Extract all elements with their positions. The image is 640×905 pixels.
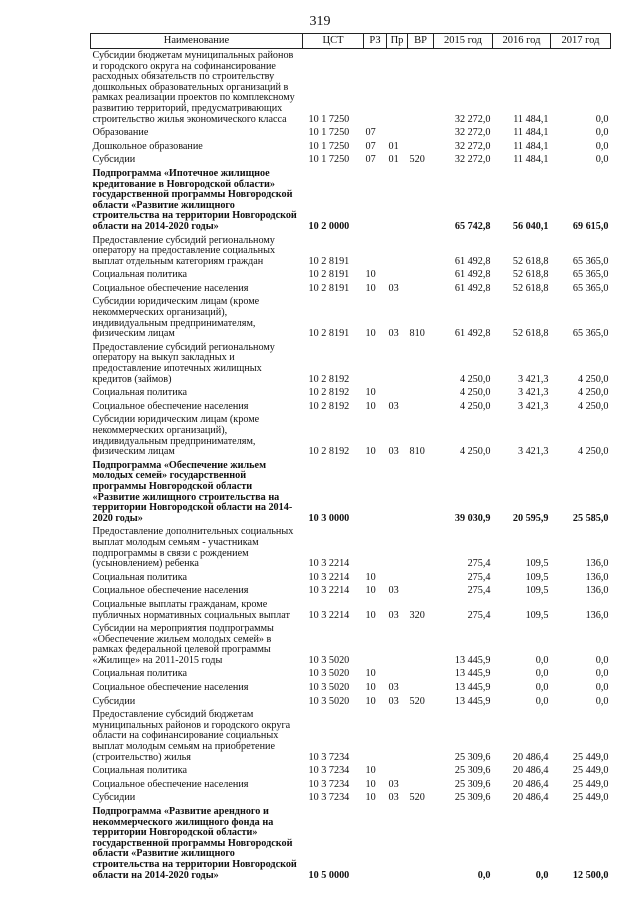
cell-cst: 10 1 7250 (308, 113, 350, 125)
table-row (91, 167, 611, 234)
cell-2016: 52 618,8 (512, 328, 549, 340)
cell-2015: 275,4 (467, 571, 491, 583)
cell-rz: 10 (365, 400, 376, 412)
cell-2016: 109,5 (525, 609, 549, 621)
cell-2016: 0,0 (535, 654, 549, 666)
cell-pr (387, 341, 408, 386)
cell-2015: 275,4 (467, 558, 491, 570)
cell-cst: 10 3 2214 (308, 571, 350, 583)
cell-rz: 10 (365, 282, 376, 294)
cell-2015: 32 272,0 (454, 113, 491, 125)
cell-2017: 0,0 (595, 682, 609, 694)
cell-pr: 03 (388, 682, 399, 694)
cell-name: Предоставление субсидий бюджетам муниципальных районов и городского округа области на софинансирование социальных выплат молодым семьям на приобретение (строительство) жилья (92, 709, 291, 763)
cell-2017: 25 449,0 (572, 751, 609, 763)
cell-pr: 03 (388, 778, 399, 790)
header-rz: РЗ (364, 34, 387, 49)
table-row (91, 400, 611, 414)
header-2016: 2016 год (493, 34, 551, 49)
cell-name: Социальное обеспечение населения (92, 282, 249, 294)
cell-pr (387, 386, 408, 400)
cell-2017: 0,0 (595, 154, 609, 166)
cell-rz: 10 (365, 609, 376, 621)
cell-vr (408, 778, 434, 792)
table-row (91, 805, 611, 882)
cell-rz (364, 49, 387, 127)
table-row (91, 126, 611, 140)
cell-name: Субсидии на мероприятия подпрограммы «Обеспечение жильем молодых семей» в рамках федеральной целевой программы «Жилище» на 2011-2015 годы (92, 623, 274, 666)
table-row (91, 695, 611, 709)
cell-vr (408, 126, 434, 140)
cell-2017: 65 365,0 (572, 255, 609, 267)
cell-2015: 65 742,8 (454, 220, 491, 232)
cell-vr (408, 49, 434, 127)
cell-vr (408, 341, 434, 386)
cell-2017: 25 449,0 (572, 792, 609, 804)
cell-vr (408, 140, 434, 154)
cell-cst: 10 3 7234 (308, 765, 350, 777)
cell-rz: 10 (365, 446, 376, 458)
cell-name: Социальная политика (92, 571, 188, 583)
cell-2016: 11 484,1 (513, 154, 549, 166)
cell-vr: 810 (409, 328, 425, 340)
cell-name: Социальное обеспечение населения (92, 778, 249, 790)
page-number: 319 (309, 14, 331, 29)
cell-2017: 4 250,0 (577, 446, 609, 458)
cell-name: Социальная политика (92, 765, 188, 777)
cell-rz (364, 341, 387, 386)
cell-cst: 10 5 0000 (308, 869, 350, 881)
cell-rz: 10 (365, 778, 376, 790)
cell-name: Субсидии юридическим лицам (кроме некоммерческих организаций), индивидуальным предпринимателям, физическим лицам (92, 414, 260, 458)
table-row (91, 571, 611, 585)
cell-vr (408, 268, 434, 282)
header-2015: 2015 год (434, 34, 493, 49)
cell-cst: 10 2 8191 (308, 282, 350, 294)
cell-cst: 10 3 7234 (308, 751, 350, 763)
header-name: Наименование (91, 34, 303, 49)
cell-2015: 13 445,9 (454, 682, 491, 694)
cell-2016: 20 486,4 (512, 751, 549, 763)
cell-rz (364, 234, 387, 269)
cell-2016: 0,0 (535, 869, 549, 881)
cell-pr: 03 (388, 609, 399, 621)
cell-2015: 25 309,6 (454, 765, 491, 777)
cell-vr: 810 (409, 446, 425, 458)
cell-rz: 10 (365, 695, 376, 707)
cell-2017: 136,0 (585, 585, 609, 597)
cell-cst: 10 3 5020 (308, 695, 350, 707)
cell-cst: 10 3 5020 (308, 668, 350, 680)
cell-pr: 03 (388, 585, 399, 597)
cell-name: Образование (92, 127, 149, 139)
cell-2017: 0,0 (595, 127, 609, 139)
cell-2017: 0,0 (595, 695, 609, 707)
cell-vr: 520 (409, 154, 425, 166)
cell-2017: 136,0 (585, 571, 609, 583)
cell-name: Предоставление субсидий региональному оператору на выкуп закладных и предоставление ипотечных жилищных кредитов (займов) (92, 341, 275, 385)
cell-cst: 10 2 8192 (308, 373, 350, 385)
cell-name: Социальная политика (92, 387, 188, 399)
table-row (91, 622, 611, 667)
table-row (91, 584, 611, 598)
table-row (91, 459, 611, 526)
cell-cst: 10 1 7250 (308, 127, 350, 139)
table-row (91, 708, 611, 764)
cell-pr (387, 571, 408, 585)
header-vr: ВР (408, 34, 434, 49)
cell-rz: 07 (365, 127, 376, 139)
cell-cst: 10 2 8191 (308, 269, 350, 281)
cell-vr (408, 805, 434, 882)
cell-2015: 39 030,9 (454, 512, 491, 524)
cell-2015: 32 272,0 (454, 154, 491, 166)
cell-vr (408, 234, 434, 269)
cell-cst: 10 2 8192 (308, 387, 350, 399)
cell-2016: 20 595,9 (512, 512, 549, 524)
cell-name: Субсидии (92, 154, 136, 166)
cell-pr (387, 805, 408, 882)
cell-2015: 4 250,0 (459, 373, 491, 385)
cell-rz (364, 708, 387, 764)
cell-2017: 25 449,0 (572, 778, 609, 790)
cell-2015: 4 250,0 (459, 387, 491, 399)
cell-rz: 07 (365, 154, 376, 166)
table-row (91, 341, 611, 386)
cell-2016: 3 421,3 (517, 373, 549, 385)
cell-vr: 520 (409, 695, 425, 707)
table-row (91, 234, 611, 269)
cell-2017: 12 500,0 (572, 869, 609, 881)
table-row (91, 681, 611, 695)
cell-2015: 25 309,6 (454, 792, 491, 804)
cell-cst: 10 2 8192 (308, 400, 350, 412)
cell-name: Подпрограмма «Развитие арендного и некоммерческого жилищного фонда на территории Новгородской области» государственной программы Новгородской области «Развитие жилищного строительства на территории Новгородской области на 2014-2020 годы» (92, 806, 297, 881)
table-row (91, 140, 611, 154)
cell-vr (408, 708, 434, 764)
cell-pr: 01 (388, 140, 399, 152)
cell-rz (364, 459, 387, 526)
cell-2017: 0,0 (595, 668, 609, 680)
cell-vr (408, 282, 434, 296)
cell-2015: 61 492,8 (454, 328, 491, 340)
cell-cst: 10 3 5020 (308, 682, 350, 694)
cell-2015: 275,4 (467, 585, 491, 597)
cell-2015: 4 250,0 (459, 400, 491, 412)
cell-pr (387, 234, 408, 269)
cell-2016: 20 486,4 (512, 792, 549, 804)
cell-cst: 10 3 2214 (308, 558, 350, 570)
header-2017: 2017 год (551, 34, 611, 49)
cell-name: Социальное обеспечение населения (92, 585, 249, 597)
cell-cst: 10 1 7250 (308, 154, 350, 166)
cell-rz: 10 (365, 269, 376, 281)
table-row (91, 778, 611, 792)
cell-name: Подпрограмма «Ипотечное жилищное кредитование в Новгородской области» государственной программы Новгородской области «Развитие жилищного строительства на территории Новгородской области на 2014-2020 годы» (92, 167, 297, 232)
cell-vr (408, 167, 434, 234)
table-row (91, 764, 611, 778)
cell-rz (364, 622, 387, 667)
cell-rz: 10 (365, 765, 376, 777)
cell-name: Предоставление дополнительных социальных выплат молодым семьям - участникам подпрограммы в связи с рождением (усыновлением) ребенка (92, 526, 294, 570)
cell-vr (408, 667, 434, 681)
cell-2015: 275,4 (467, 609, 491, 621)
cell-2016: 52 618,8 (512, 255, 549, 267)
cell-name: Подпрограмма «Обеспечение жильем молодых семей» государственной программы Новгородской области «Развитие жилищного строительства на территории Новгородской области на 2014-2020 годы» (92, 459, 293, 524)
cell-2016: 52 618,8 (512, 282, 549, 294)
cell-2015: 32 272,0 (454, 127, 491, 139)
table-body (91, 49, 611, 883)
cell-2017: 65 365,0 (572, 282, 609, 294)
cell-2016: 20 486,4 (512, 778, 549, 790)
table-row (91, 49, 611, 127)
header-pr: Пр (387, 34, 408, 49)
cell-pr: 03 (388, 446, 399, 458)
cell-pr: 03 (388, 328, 399, 340)
cell-name: Социальная политика (92, 668, 188, 680)
cell-name: Социальное обеспечение населения (92, 400, 249, 412)
table-row (91, 413, 611, 458)
cell-2017: 69 615,0 (572, 220, 609, 232)
cell-rz (364, 805, 387, 882)
cell-name: Социальные выплаты гражданам, кроме публичных нормативных социальных выплат (92, 598, 290, 621)
cell-2017: 136,0 (585, 558, 609, 570)
cell-2016: 109,5 (525, 585, 549, 597)
cell-pr (387, 167, 408, 234)
cell-pr (387, 622, 408, 667)
cell-pr: 03 (388, 695, 399, 707)
cell-2017: 0,0 (595, 654, 609, 666)
cell-2016: 11 484,1 (513, 140, 549, 152)
cell-pr (387, 525, 408, 570)
cell-2015: 0,0 (477, 869, 491, 881)
cell-pr (387, 49, 408, 127)
table-row (91, 386, 611, 400)
cell-cst: 10 2 8191 (308, 328, 350, 340)
cell-pr: 03 (388, 400, 399, 412)
cell-2016: 109,5 (525, 571, 549, 583)
cell-2017: 0,0 (595, 140, 609, 152)
cell-2016: 56 040,1 (512, 220, 549, 232)
cell-2016: 3 421,3 (517, 446, 549, 458)
cell-vr (408, 681, 434, 695)
table-row (91, 667, 611, 681)
cell-2015: 32 272,0 (454, 140, 491, 152)
cell-2016: 20 486,4 (512, 765, 549, 777)
table-row (91, 295, 611, 340)
cell-cst: 10 3 2214 (308, 609, 350, 621)
cell-vr (408, 571, 434, 585)
cell-vr (408, 386, 434, 400)
cell-name: Социальная политика (92, 269, 188, 281)
table-row (91, 268, 611, 282)
header-cst: ЦСТ (303, 34, 364, 49)
cell-2015: 13 445,9 (454, 695, 491, 707)
cell-pr (387, 667, 408, 681)
cell-pr (387, 764, 408, 778)
cell-name: Субсидии бюджетам муниципальных районов и городского округа на софинансирование расходных обязательств по строительству дошкольных образовательных организаций в рамках реализации проектов по комплексному развитию территорий, предусматривающих строительство жилья экономического класса (92, 50, 295, 125)
cell-pr (387, 268, 408, 282)
cell-2017: 4 250,0 (577, 373, 609, 385)
table-header-row (91, 34, 611, 49)
cell-2016: 11 484,1 (513, 127, 549, 139)
cell-2017: 4 250,0 (577, 400, 609, 412)
cell-name: Субсидии (92, 695, 136, 707)
cell-vr (408, 525, 434, 570)
cell-2015: 13 445,9 (454, 668, 491, 680)
cell-rz: 10 (365, 792, 376, 804)
cell-rz: 10 (365, 387, 376, 399)
cell-2015: 25 309,6 (454, 778, 491, 790)
cell-vr (408, 459, 434, 526)
cell-2017: 4 250,0 (577, 387, 609, 399)
cell-rz: 07 (365, 140, 376, 152)
cell-2017: 65 365,0 (572, 269, 609, 281)
cell-2015: 61 492,8 (454, 282, 491, 294)
cell-cst: 10 3 2214 (308, 585, 350, 597)
cell-pr (387, 459, 408, 526)
cell-2016: 109,5 (525, 558, 549, 570)
cell-2016: 11 484,1 (513, 113, 549, 125)
cell-cst: 10 3 5020 (308, 654, 350, 666)
cell-2015: 61 492,8 (454, 255, 491, 267)
table-row (91, 153, 611, 167)
cell-cst: 10 2 0000 (308, 220, 350, 232)
cell-2015: 4 250,0 (459, 446, 491, 458)
cell-cst: 10 1 7250 (308, 140, 350, 152)
cell-rz (364, 525, 387, 570)
cell-pr: 01 (388, 154, 399, 166)
cell-rz: 10 (365, 585, 376, 597)
cell-rz: 10 (365, 668, 376, 680)
budget-table (90, 33, 611, 882)
cell-vr: 520 (409, 792, 425, 804)
cell-pr: 03 (388, 792, 399, 804)
cell-2016: 0,0 (535, 695, 549, 707)
cell-2017: 65 365,0 (572, 328, 609, 340)
cell-cst: 10 3 7234 (308, 778, 350, 790)
cell-2015: 13 445,9 (454, 654, 491, 666)
table-row (91, 282, 611, 296)
cell-2015: 61 492,8 (454, 269, 491, 281)
cell-2016: 52 618,8 (512, 269, 549, 281)
cell-name: Субсидии юридическим лицам (кроме некоммерческих организаций), индивидуальным предпринимателям, физическим лицам (92, 296, 260, 340)
cell-2016: 0,0 (535, 682, 549, 694)
cell-2017: 25 449,0 (572, 765, 609, 777)
cell-pr (387, 708, 408, 764)
cell-2015: 25 309,6 (454, 751, 491, 763)
cell-name: Дошкольное образование (92, 140, 203, 152)
cell-pr (387, 126, 408, 140)
cell-vr (408, 622, 434, 667)
cell-2016: 3 421,3 (517, 387, 549, 399)
cell-vr (408, 764, 434, 778)
cell-cst: 10 2 8191 (308, 255, 350, 267)
cell-pr: 03 (388, 282, 399, 294)
cell-name: Социальное обеспечение населения (92, 682, 249, 694)
cell-cst: 10 3 0000 (308, 512, 350, 524)
cell-cst: 10 3 7234 (308, 792, 350, 804)
cell-name: Предоставление субсидий региональному оператору на предоставление социальных выплат отдельным категориям граждан (92, 234, 276, 267)
cell-2017: 25 585,0 (572, 512, 609, 524)
table-row (91, 598, 611, 622)
cell-vr (408, 400, 434, 414)
table-row (91, 525, 611, 570)
cell-2017: 136,0 (585, 609, 609, 621)
cell-cst: 10 2 8192 (308, 446, 350, 458)
cell-2016: 0,0 (535, 668, 549, 680)
cell-vr (408, 584, 434, 598)
cell-name: Субсидии (92, 792, 136, 804)
table-row (91, 791, 611, 805)
cell-rz: 10 (365, 328, 376, 340)
cell-rz: 10 (365, 571, 376, 583)
cell-rz: 10 (365, 682, 376, 694)
cell-vr: 320 (409, 609, 425, 621)
cell-rz (364, 167, 387, 234)
cell-2016: 3 421,3 (517, 400, 549, 412)
cell-2017: 0,0 (595, 113, 609, 125)
